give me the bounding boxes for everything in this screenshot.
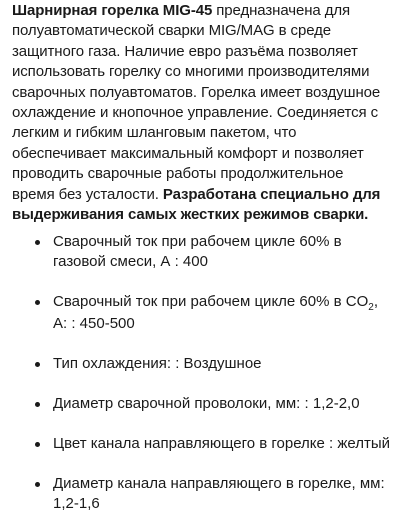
description-body: предназначена для полуавтоматической сварки MIG/MAG в среде защитного газа. Наличие евро разъёма позволяет использовать горелку со многими производителями сварочных полуавтоматов. Горелка имеет воздушное охлаждение и кнопочное управление. Соединяется с легким и гибким шланговым пакетом, что обеспечивает максимальный комфорт и позволяет проводить сварочные работы продолжительное время без усталости. xyxy=(12,2,381,203)
spec-text: Тип охлаждения: : Воздушное xyxy=(53,355,262,372)
spec-text xyxy=(53,293,378,332)
spec-item-liner-color xyxy=(0,434,400,454)
spec-item-cooling-type xyxy=(0,354,400,374)
spec-item-wire-diameter xyxy=(0,394,400,414)
bullet-icon xyxy=(35,482,40,487)
spec-item-current-co2 xyxy=(0,292,400,334)
spec-text: Диаметр канала направляющего в горелке, мм: 1,2-1,6 xyxy=(53,475,385,512)
spec-list xyxy=(0,232,400,514)
spec-text: Диаметр сварочной проволоки, мм: : 1,2-2,0 xyxy=(53,395,360,412)
spec-text-main: Сварочный ток при рабочем цикле 60% в CO xyxy=(53,293,369,310)
bullet-icon xyxy=(35,240,40,245)
description-emphasis: Разработана специально для выдерживания самых жестких режимов сварки. xyxy=(12,185,381,224)
spec-text: Сварочный ток при рабочем цикле 60% в газовой смеси, А : 400 xyxy=(53,233,342,270)
bullet-icon xyxy=(35,362,40,367)
spec-text-tail: , А: : 450-500 xyxy=(53,293,378,332)
bullet-icon xyxy=(35,300,40,305)
product-name: Шарнирная горелка MIG-45 xyxy=(12,2,213,19)
spec-item-liner-diameter xyxy=(0,474,400,514)
spec-text: Цвет канала направляющего в горелке : желтый xyxy=(53,435,391,452)
bullet-icon xyxy=(35,442,40,447)
bullet-icon xyxy=(35,402,40,407)
spec-text-subscript: 2 xyxy=(368,302,374,313)
spec-item-current-gas-mix xyxy=(0,232,400,272)
product-description xyxy=(12,0,390,225)
